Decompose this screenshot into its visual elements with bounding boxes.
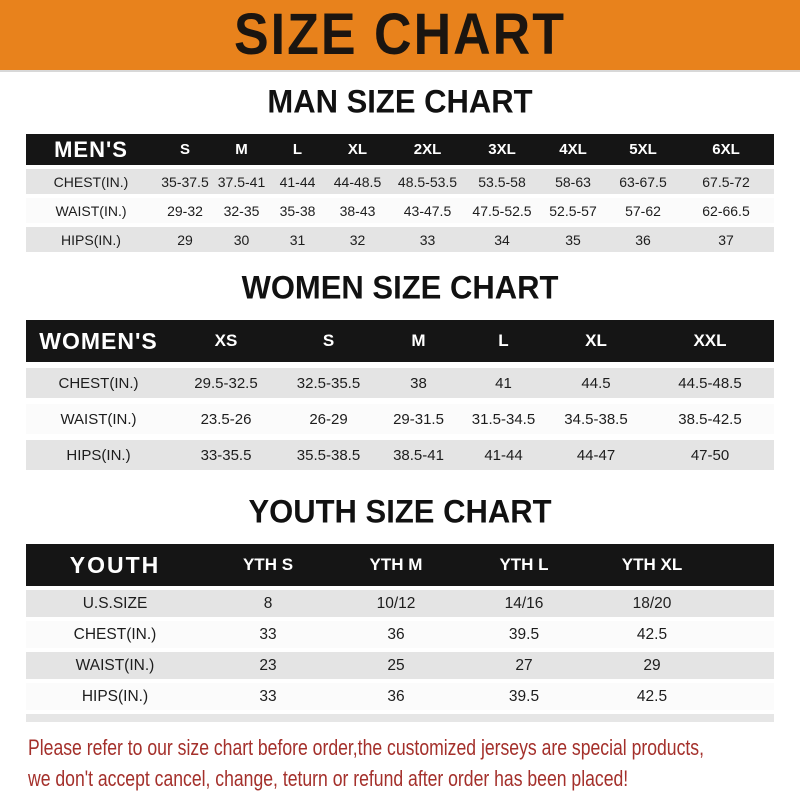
size-value-cell: 34 — [494, 231, 510, 248]
size-value-cell: 39.5 — [508, 687, 540, 705]
size-value-cell: 26-29 — [309, 410, 348, 428]
size-value-cell: 34.5-38.5 — [564, 410, 628, 428]
size-value-cell: 38.5-41 — [393, 446, 444, 464]
size-value-cell: 31.5-34.5 — [471, 410, 536, 428]
size-value-cell: 35 — [565, 231, 581, 248]
row-label: HIPS(IN.) — [61, 231, 121, 248]
size-value-cell: 38 — [410, 374, 427, 392]
size-value-cell: 41-44 — [484, 446, 523, 464]
size-value-cell: 41-44 — [279, 173, 316, 190]
size-value-cell: 35-38 — [279, 202, 316, 219]
women-size-table — [26, 320, 774, 470]
size-value-cell: 36 — [387, 625, 405, 643]
size-value-cell: 30 — [233, 231, 250, 248]
men-size-col-5xl: 5XL — [629, 141, 657, 158]
youth-table-header — [26, 544, 774, 586]
women-table-title: WOMEN'S — [39, 327, 158, 354]
youth-size-col-xl: YTH XL — [621, 555, 683, 574]
women-size-col-xl: XL — [585, 331, 607, 350]
size-value-cell: 38-43 — [339, 202, 376, 219]
youth-chest-row — [26, 621, 774, 648]
size-chart-banner — [0, 0, 800, 72]
size-value-cell: 42.5 — [636, 625, 668, 643]
youth-size-col-s: YTH S — [242, 555, 294, 574]
women-size-col-l: L — [498, 331, 509, 350]
size-value-cell: 27 — [515, 656, 533, 674]
youth-size-col-m: YTH M — [369, 555, 423, 574]
size-value-cell: 57-62 — [625, 202, 661, 219]
youth-table-footer — [26, 714, 774, 722]
size-value-cell: 32 — [349, 231, 366, 248]
men-hips-row — [26, 227, 774, 252]
row-label: WAIST(IN.) — [75, 656, 155, 674]
row-label: WAIST(IN.) — [60, 410, 137, 428]
size-value-cell: 25 — [387, 656, 405, 674]
disclaimer-text — [28, 732, 800, 794]
size-value-cell: 44.5 — [581, 374, 611, 392]
women-size-col-xxl: XXL — [693, 331, 727, 350]
size-value-cell: 29.5-32.5 — [194, 374, 258, 392]
women-chest-row — [26, 368, 774, 398]
size-value-cell: 29 — [177, 231, 193, 248]
size-value-cell: 48.5-53.5 — [397, 173, 458, 190]
size-value-cell: 52.5-57 — [549, 202, 597, 219]
youth-table-title: YOUTH — [69, 551, 161, 578]
size-value-cell: 29-31.5 — [393, 410, 444, 428]
women-size-col-m: M — [411, 331, 426, 350]
row-label: HIPS(IN.) — [66, 446, 131, 464]
size-value-cell: 14/16 — [504, 594, 544, 612]
men-size-col-2xl: 2XL — [413, 141, 442, 158]
men-waist-row — [26, 198, 774, 223]
size-value-cell: 23 — [259, 656, 277, 674]
size-value-cell: 58-63 — [555, 173, 591, 190]
size-value-cell: 43-47.5 — [403, 202, 452, 219]
size-value-cell: 36 — [635, 231, 651, 248]
women-size-col-xs: XS — [214, 331, 238, 350]
men-size-col-4xl: 4XL — [559, 141, 587, 158]
men-chest-row — [26, 169, 774, 194]
youth-size-col-l: YTH L — [499, 555, 549, 574]
size-value-cell: 33-35.5 — [200, 446, 252, 464]
size-value-cell: 8 — [263, 594, 273, 612]
youth-ussize-row — [26, 590, 774, 617]
row-label: WAIST(IN.) — [55, 202, 127, 219]
youth-size-table — [26, 544, 774, 722]
row-label: CHEST(IN.) — [73, 625, 157, 643]
men-section-heading: MAN SIZE CHART — [267, 83, 533, 120]
men-size-table — [26, 134, 774, 252]
women-size-col-s: S — [322, 331, 335, 350]
size-value-cell: 67.5-72 — [702, 173, 750, 190]
men-size-col-6xl: 6XL — [712, 141, 740, 158]
men-table-header — [26, 134, 774, 165]
size-value-cell: 44.5-48.5 — [678, 374, 742, 392]
row-label: CHEST(IN.) — [53, 173, 129, 190]
size-value-cell: 41 — [495, 374, 512, 392]
size-value-cell: 37 — [718, 231, 734, 248]
size-value-cell: 29-32 — [167, 202, 203, 219]
size-value-cell: 53.5-58 — [478, 173, 526, 190]
size-value-cell: 35.5-38.5 — [296, 446, 361, 464]
size-value-cell: 47-50 — [690, 446, 730, 464]
disclaimer-line-1: Please refer to our size chart before order,the customized jerseys are special products, — [28, 735, 704, 760]
size-value-cell: 37.5-41 — [217, 173, 266, 190]
size-value-cell: 33 — [419, 231, 436, 248]
row-label: CHEST(IN.) — [58, 374, 139, 392]
size-value-cell: 35-37.5 — [161, 173, 209, 190]
size-value-cell: 10/12 — [376, 594, 416, 612]
size-chart-title: SIZE CHART — [234, 2, 566, 68]
men-table-title: MEN'S — [54, 136, 128, 162]
size-value-cell: 31 — [289, 231, 306, 248]
size-value-cell: 44-47 — [576, 446, 616, 464]
women-section-heading: WOMEN SIZE CHART — [241, 269, 559, 306]
size-value-cell: 32-35 — [223, 202, 260, 219]
size-value-cell: 23.5-26 — [200, 410, 252, 428]
women-table-header — [26, 320, 774, 362]
size-value-cell: 47.5-52.5 — [472, 202, 532, 219]
size-value-cell: 33 — [259, 625, 277, 643]
men-size-col-m: M — [235, 141, 248, 158]
women-waist-row — [26, 404, 774, 434]
women-hips-row — [26, 440, 774, 470]
size-value-cell: 29 — [643, 656, 661, 674]
youth-hips-row — [26, 683, 774, 710]
men-size-col-l: L — [292, 141, 303, 158]
size-value-cell: 18/20 — [632, 594, 672, 612]
size-value-cell: 32.5-35.5 — [296, 374, 361, 392]
youth-waist-row — [26, 652, 774, 679]
disclaimer-line-2: we don't accept cancel, change, teturn or refund after order has been placed! — [28, 766, 629, 791]
size-value-cell: 36 — [387, 687, 405, 705]
size-value-cell: 42.5 — [636, 687, 668, 705]
men-size-col-xl: XL — [347, 141, 368, 158]
men-size-col-3xl: 3XL — [488, 141, 516, 158]
size-value-cell: 39.5 — [508, 625, 540, 643]
men-size-col-s: S — [179, 141, 190, 158]
size-value-cell: 44-48.5 — [333, 173, 382, 190]
size-value-cell: 33 — [259, 687, 277, 705]
size-value-cell: 62-66.5 — [702, 202, 750, 219]
row-label: U.S.SIZE — [82, 594, 148, 612]
youth-section-heading: YOUTH SIZE CHART — [248, 493, 552, 530]
size-value-cell: 63-67.5 — [619, 173, 667, 190]
row-label: HIPS(IN.) — [81, 687, 149, 705]
size-value-cell: 38.5-42.5 — [678, 410, 742, 428]
